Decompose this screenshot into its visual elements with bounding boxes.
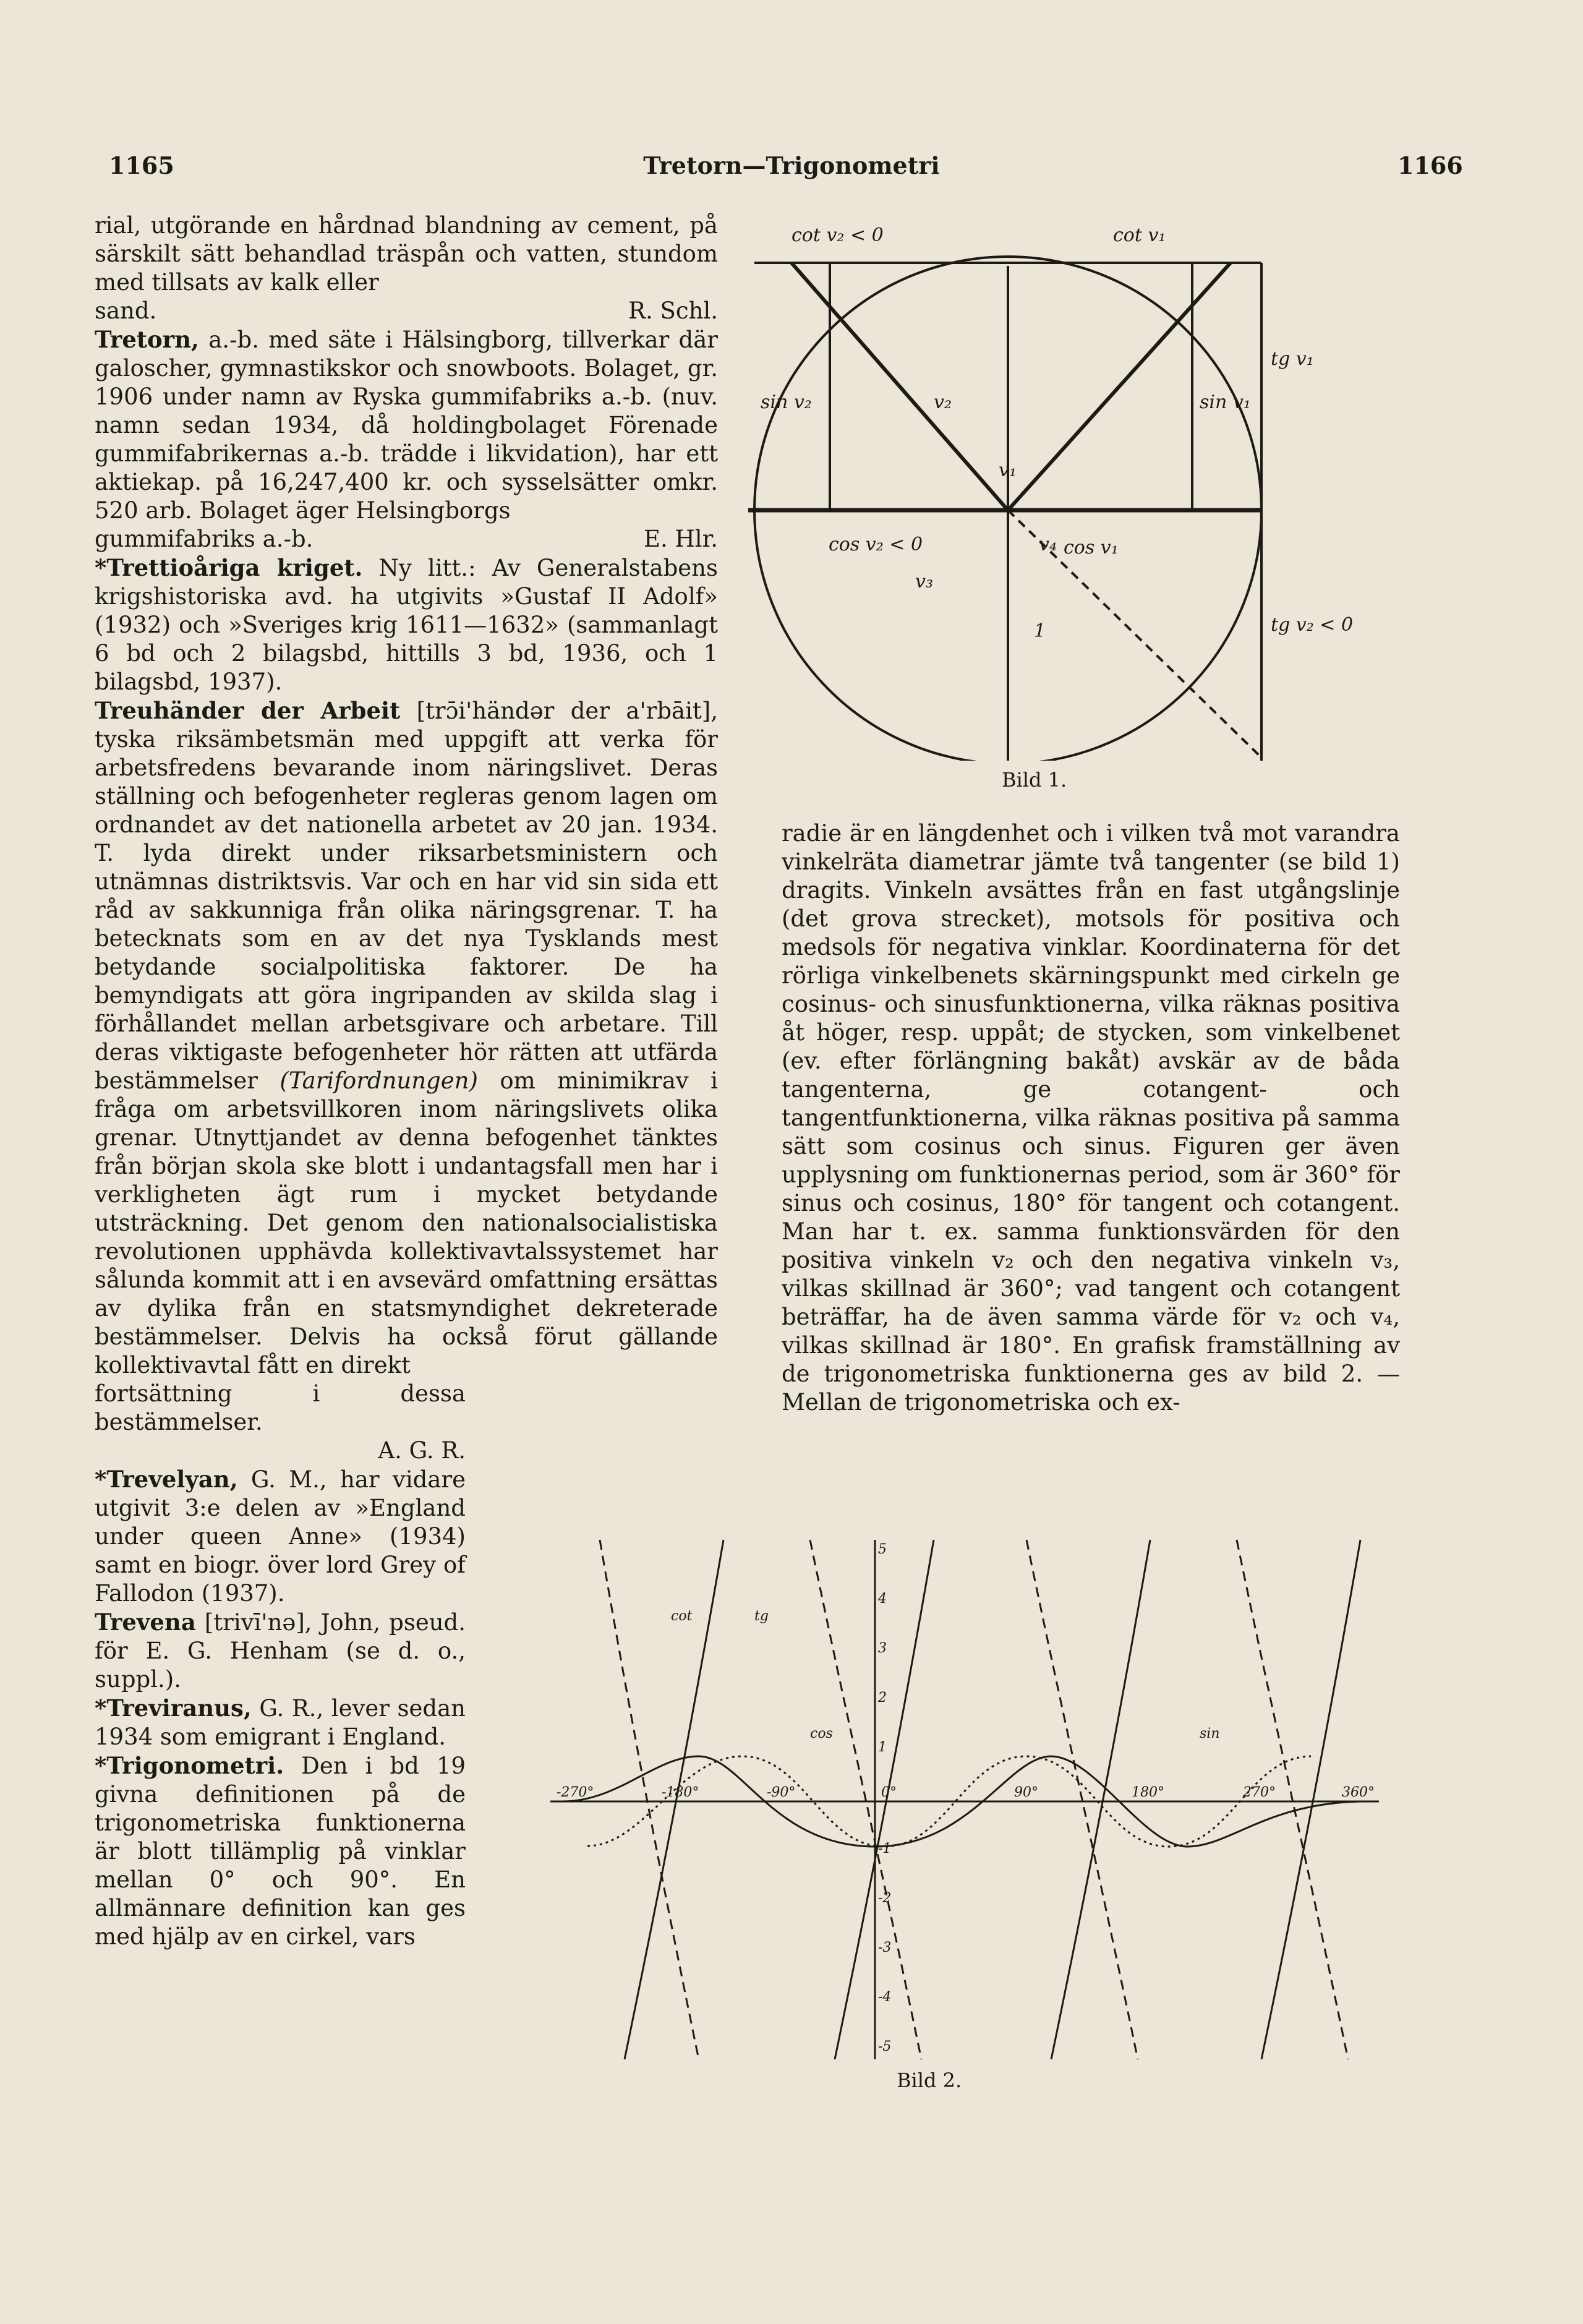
entry-rial: rial, utgörande en hårdnad blandning av cement, på särskilt sätt behandlad träspån och vatten, stundom med tillsats av kalk eller (95, 212, 718, 296)
right-column (782, 819, 1400, 1417)
label-sin-v2: sin v₂ (761, 391, 812, 413)
entry-trettioariga-kriget: *Trettioåriga kriget. Ny litt.: Av Generalstabens krigshistoriska avd. ha utgivits »Gustaf II Adolf» (1932) och »Sveriges krig 1611—1632» (sammanlagt 6 bd och 2 bilagsbd, hittills 3 bd, 1936, och 1 bilagsbd, 1937). (95, 554, 718, 695)
entry-trigonometri: *Trigonometri. Den i bd 19 givna definitionen på de trigonometriska funktionerna är blott tillämplig på vinklar mellan 0° och 90°. En allmännare definition kan ges med hjälp av en cirkel, vars (95, 1752, 466, 1950)
y-tick-3: 3 (878, 1641, 887, 1656)
y-tick-5: 5 (878, 1542, 887, 1557)
label-v1: v₁ (999, 459, 1017, 481)
label-v2: v₂ (934, 391, 952, 413)
figure-2-caption: Bild 2. (897, 2069, 962, 2092)
label-cos: cos (810, 1726, 833, 1741)
entry-trevena: Trevena [trivī'nə], John, pseud. för E. G. Henham (se d. o., suppl.). (95, 1608, 466, 1693)
x-tick-360: 360° (1342, 1785, 1375, 1800)
label-v4: v₄ (1039, 534, 1057, 555)
x-tick-minus-90: -90° (767, 1785, 796, 1800)
entry-tretorn: Tretorn, a.-b. med säte i Hälsingborg, tillverkar där galoscher, gymnastikskor och snowboots. Bolaget, gr. 1906 under namn av Ryska gummifabriks a.-b. (nuv. namn sedan 1934, då holdingbolaget Förenade gummifabrikernas a.-b. trädde i likvidation), har ett aktiekap. på 16,247,400 kr. och sysselsätter omkr. 520 arb. Bolaget äger Helsingborgs (95, 326, 718, 524)
trigonometri-continued: radie är en längdenhet och i vilken två mot varandra vinkelräta diametrar jämte två tangenter (se bild 1) dragits. Vinkeln avsättes från en fast utgångslinje (det grova strecket), motsols för positiva och medsols för negativa vinklar. Koordinaterna för det rörliga vinkelbenets skärningspunkt med cirkeln ge cosinus- och sinusfunktionerna, vilka räknas positiva åt höger, resp. uppåt; de stycken, som vinkelbenet (ev. efter förlängning bakåt) avskär av de båda tangenterna, ge cotangent- och tangentfunktionerna, vilka räknas positiva på samma sätt som cosinus och sinus. Figuren ger även upplysning om funktionernas period, som är 360° för sinus och cosinus, 180° för tangent och cotangent. Man har t. ex. samma funktionsvärden för den positiva vinkeln v₂ och den negativa vinkeln v₃, vilkas skillnad är 360°; vad tangent och cotangent beträffar, ha de även samma värde för v₂ och v₄, vilkas skillnad är 180°. En grafisk framställning av de trigonometriska funktionerna ges av bild 2. — Mellan de trigonometriska och ex- (782, 820, 1400, 1416)
x-tick-270: 270° (1243, 1785, 1276, 1800)
x-tick-minus-180: -180° (662, 1785, 699, 1800)
figure-1-caption: Bild 1. (1002, 768, 1067, 792)
running-title: Tretorn—Trigonometri (643, 152, 940, 179)
label-tg: tg (754, 1608, 769, 1624)
signature: A. G. R. (378, 1437, 466, 1464)
page-number-left: 1165 (109, 152, 174, 179)
label-v3: v₃ (915, 571, 933, 592)
entry-treviranus: *Treviranus, G. R., lever sedan 1934 som emigrant i England. (95, 1694, 466, 1750)
entry-treuhander: Treuhänder der Arbeit [trɔ̄i'händər der a'rbāit], tyska riksämbetsmän med uppgift att verka för arbetsfredens bevarande inom näringslivet. Deras ställning och befogenheter regleras genom lagen om ordnandet av det nationella arbetet av 20 jan. 1934. T. lyda direkt under riksarbetsministern och utnämnas distriktsvis. Var och en har vid sin sida ett råd av sakkunniga från olika näringsgrenar. T. ha betecknats som en av det nya Tysklands mest betydande socialpolitiska faktorer. De ha bemyndigats att göra ingripanden av skilda slag i förhållandet mellan arbetsgivare och arbetare. Till deras viktigaste befogenheter hör rätten att utfärda bestämmelser (Tarifordnungen) om minimikrav i fråga om arbetsvillkoren inom näringslivets olika grenar. Utnyttjandet av denna befogenhet tänktes från början skola ske blott i undantagsfall men har i verkligheten ägt rum i mycket betydande utsträckning. Det genom den nationalsocialistiska revolutionen upphävda kollektivavtalssystemet har sålunda kommit att i en avsevärd omfattning ersättas av dylika från en statsmyndighet dekreterade bestämmelser. Delvis ha också förut gällande kollektivavtal fått en direkt (95, 697, 718, 1378)
x-tick-minus-270: -270° (557, 1785, 594, 1800)
entry-tretorn-end: gummifabriks a.-b. E. Hlr. (95, 526, 718, 552)
signature: R. Schl. (628, 297, 718, 324)
figure-2-function-graphs (538, 1534, 1404, 2066)
tg-branch-3 (1026, 1540, 1138, 2059)
label-cos-v2: cos v₂ < 0 (829, 534, 923, 555)
y-tick-4: 4 (878, 1591, 887, 1607)
page-number-right: 1166 (1397, 152, 1463, 179)
entry-treuhander-narrow: fortsättning i dessa bestämmelser. (95, 1380, 466, 1435)
y-tick-minus-4: -4 (878, 1989, 892, 2005)
entry-trevelyan: *Trevelyan, G. M., har vidare utgivit 3:e delen av »England under queen Anne» (1934) samt en biogr. över lord Grey of Fallodon (1937). (95, 1466, 466, 1607)
label-cot-v1: cot v₁ (1113, 224, 1166, 246)
label-cot: cot (671, 1608, 693, 1624)
label-sin: sin (1200, 1726, 1220, 1741)
label-cos-v1: cos v₁ (1064, 537, 1119, 558)
signature: E. Hlr. (643, 526, 718, 552)
label-sin-v1: sin v₁ (1200, 391, 1251, 413)
entry-rial-end: sand. R. Schl. (95, 297, 718, 324)
figure-1-unit-circle (748, 204, 1367, 761)
y-tick-minus-2: -2 (878, 1890, 892, 1906)
label-tg-v2: tg v₂ < 0 (1271, 614, 1354, 636)
y-tick-minus-5: -5 (878, 2039, 892, 2054)
x-tick-180: 180° (1132, 1785, 1164, 1800)
angle-leg-v2 (792, 263, 1008, 510)
y-tick-minus-1: -1 (878, 1841, 892, 1856)
x-tick-90: 90° (1014, 1785, 1038, 1800)
y-tick-1: 1 (878, 1740, 887, 1755)
y-tick-minus-3: -3 (878, 1940, 892, 1955)
tg-branch-2 (810, 1540, 921, 2059)
label-tg-v1: tg v₁ (1271, 348, 1314, 370)
label-one: 1 (1034, 620, 1046, 642)
label-cot-v2: cot v₂ < 0 (792, 224, 884, 246)
entry-treuhander-sig (95, 1437, 466, 1465)
x-tick-0: 0° (881, 1785, 897, 1800)
y-tick-2: 2 (878, 1690, 887, 1706)
angle-leg-v1 (1008, 263, 1231, 510)
